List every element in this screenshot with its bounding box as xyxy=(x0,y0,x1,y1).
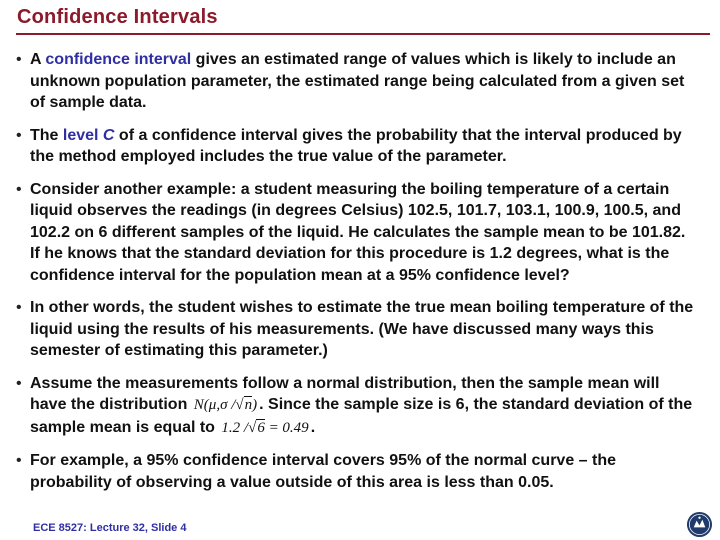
title-underline xyxy=(16,33,710,35)
formula-part: N(μ,σ / xyxy=(193,397,236,413)
formula-radicand: n xyxy=(244,397,253,413)
bullet-text: of a confidence interval gives the probability that the interval produced by the method employed includes the true value of the parameter. xyxy=(30,126,682,165)
bullet-dot: • xyxy=(16,126,22,144)
bullet-item xyxy=(16,450,696,493)
bullet-item xyxy=(16,297,696,362)
bullet-text: . Since the sample size is 6, the standard deviation of the sample mean is equal to xyxy=(30,396,693,436)
sqrt-sign: √ xyxy=(235,397,244,413)
formula-part: 1.2 / xyxy=(221,419,249,436)
bullet-text: gives an estimated range of values which is likely to include an unknown population parameter, the estimated range being calculated from a given set of sample data. xyxy=(30,51,685,111)
highlight-term: confidence interval xyxy=(45,51,192,68)
bullet-text: Assume the measurements follow a normal distribution, then the sample mean will have the distribution xyxy=(30,374,660,413)
bullet-item xyxy=(16,125,696,168)
bullet-text: In other words, the student wishes to estimate the true mean boiling temperature of the liquid using the results of his measurements. (We have discussed many ways this semester of estimating this parameter.) xyxy=(30,299,694,359)
bullet-text: Consider another example: a student measuring the boiling temperature of a certain liquid observes the readings (in degrees Celsius) 102.5, 101.7, 103.1, 100.9, 100.5, and 102.2 on 6 different samples of the liquid. He calculates the sample mean to be 101.82. If he knows that the standard deviation for this procedure is 1.2 degrees, what is the confidence interval for the population mean at a 95% confidence level? xyxy=(30,180,686,284)
bullet-item xyxy=(16,179,696,287)
highlight-symbol: C xyxy=(102,126,115,144)
bullet-dot: • xyxy=(16,180,22,198)
std-formula xyxy=(219,418,310,440)
bullet-item xyxy=(16,373,696,440)
slide-title: Confidence Intervals xyxy=(17,6,218,28)
formula-radicand: 6 xyxy=(257,419,265,436)
formula-part: ) xyxy=(252,397,258,413)
bullet-dot: • xyxy=(16,452,22,469)
distribution-formula xyxy=(192,395,259,417)
bullet-dot: • xyxy=(16,374,22,392)
bullet-text: . xyxy=(310,418,316,436)
formula-part: = 0.49 xyxy=(268,419,309,436)
bullet-text: For example, a 95% confidence interval covers 95% of the normal curve – the probability of observing a value outside of this area is less than 0.05. xyxy=(30,452,616,491)
university-logo-icon xyxy=(686,511,713,538)
highlight-term: level xyxy=(62,126,103,144)
bullet-text: A xyxy=(30,51,46,68)
sqrt-sign: √ xyxy=(248,419,257,436)
bullet-list xyxy=(16,49,696,504)
bullet-dot: • xyxy=(16,51,22,68)
bullet-item xyxy=(16,49,696,114)
slide-footer: ECE 8527: Lecture 32, Slide 4 xyxy=(33,522,187,534)
bullet-dot: • xyxy=(16,299,22,316)
bullet-text: The xyxy=(30,126,63,144)
